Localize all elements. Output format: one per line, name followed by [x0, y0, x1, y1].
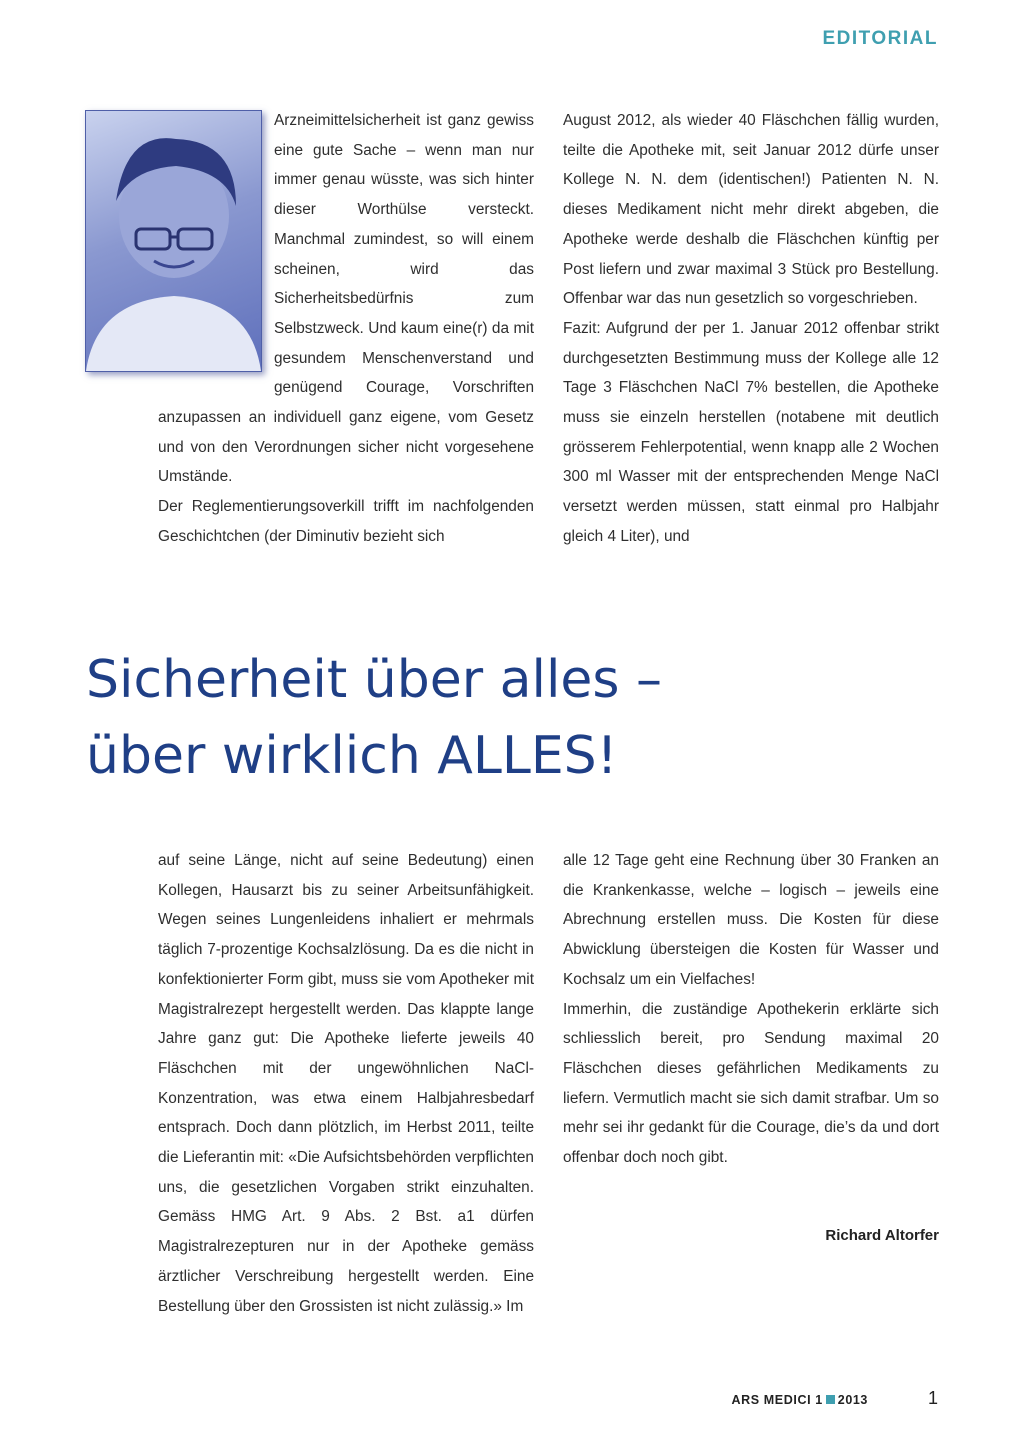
article-title — [86, 642, 946, 794]
author-name: Richard Altorfer — [825, 1226, 939, 1244]
section-label: EDITORIAL — [822, 28, 938, 49]
article-column-bottom-right — [563, 846, 939, 1250]
journal-year: 2013 — [837, 1393, 868, 1407]
article-column-bottom-left — [158, 846, 534, 1321]
article-column-top-right — [563, 106, 939, 552]
paragraph: alle 12 Tage geht eine Rechnung über 30 Franken an die Krankenkasse, welche – logisch – jeweils eine Abrechnung erstellen muss. Die Kosten für diese Abwicklung übersteigen die Kosten für Wasser und Kochsalz um ein Vielfaches! — [563, 852, 939, 988]
square-icon — [826, 1395, 835, 1404]
journal-name: ARS MEDICI 1 — [731, 1393, 823, 1407]
article-title-line-1: Sicherheit über alles – — [86, 650, 663, 710]
article-title-line-2: über wirklich ALLES! — [86, 726, 618, 786]
page-number: 1 — [927, 1388, 938, 1408]
paragraph: August 2012, als wieder 40 Fläschchen fällig wurden, teilte die Apotheke mit, seit Januar 2012 dürfe unser Kollege N. N. dem (identischen!) Patienten N. N. dieses Medikament nicht mehr direkt abgeben, die Apotheke werde deshalb die Fläschchen künftig per Post liefern und zwar maximal 3 Stück pro Bestellung. Offenbar war das nun gesetzlich so vorgeschrieben. — [563, 112, 939, 308]
article-column-top-left — [158, 106, 534, 552]
paragraph: Der Reglementierungsoverkill trifft im nachfolgenden Geschichtchen (der Diminutiv bezieht sich — [158, 498, 534, 545]
portrait-illustration — [86, 111, 261, 371]
paragraph: Fazit: Aufgrund der per 1. Januar 2012 offenbar strikt durchgesetzten Bestimmung muss der Kollege alle 12 Tage 3 Fläschchen NaCl 7% bestellen, die Apotheke muss sie einzeln herstellen (notabene mit deutlich grösserem Fehlerpotential, wenn knapp alle 2 Wochen 300 ml Wasser mit der entsprechenden Menge NaCl versetzt werden müssen, statt einmal pro Halbjahr gleich 4 Liter), und — [563, 319, 939, 545]
footer-journal — [732, 1393, 868, 1407]
author-portrait-icon — [85, 110, 262, 372]
paragraph: Arzneimittelsicherheit ist ganz gewiss eine gute Sache – wenn man nur immer genau wüsste, was sich hinter dieser Worthülse versteckt. Manchmal zumindest, so will einem scheinen, wird das Sicherheitsbedürfnis zum Selbstzweck. Und kaum eine(r) da mit gesundem Menschenverstand und genügend Courage, Vorschriften anzupassen an individuell ganz eigene, vom Gesetz und von den Verordnungen sicher nicht vorgesehene Umstände. — [158, 112, 534, 486]
paragraph: Immerhin, die zuständige Apothekerin erklärte sich schliesslich bereit, pro Sendung maximal 20 Fläschchen dieses gefährlichen Medikaments zu liefern. Vermutlich macht sie sich damit strafbar. Um so mehr sei ihr gedankt für die Courage, die’s da und dort offenbar doch noch gibt. — [563, 1000, 939, 1167]
paragraph: auf seine Länge, nicht auf seine Bedeutung) einen Kollegen, Hausarzt bis zu seiner Arbeitsunfähigkeit. Wegen seines Lungenleidens inhaliert er mehrmals täglich 7-prozentige Kochsalzlösung. Da es die nicht in konfektionierter Form gibt, muss sie vom Apotheker mit Magistralrezept hergestellt werden. Das klappte lange Jahre ganz gut: Die Apotheke lieferte jeweils 40 Fläschchen mit der ungewöhnlichen NaCl-Konzentration, was etwa einem Halbjahresbedarf entsprach. Doch dann plötzlich, im Herbst 2011, teilte die Lieferantin mit: «Die Aufsichtsbehörden verpflichten uns, die gesetzlichen Vorgaben strikt einzuhalten. Gemäss HMG Art. 9 Abs. 2 Bst. a1 dürfen Magistralrezepturen nur in der Apotheke gemäss ärztlicher Verschreibung hergestellt werden. Eine Bestellung über den Grossisten ist nicht zulässig.» Im — [158, 852, 534, 1315]
